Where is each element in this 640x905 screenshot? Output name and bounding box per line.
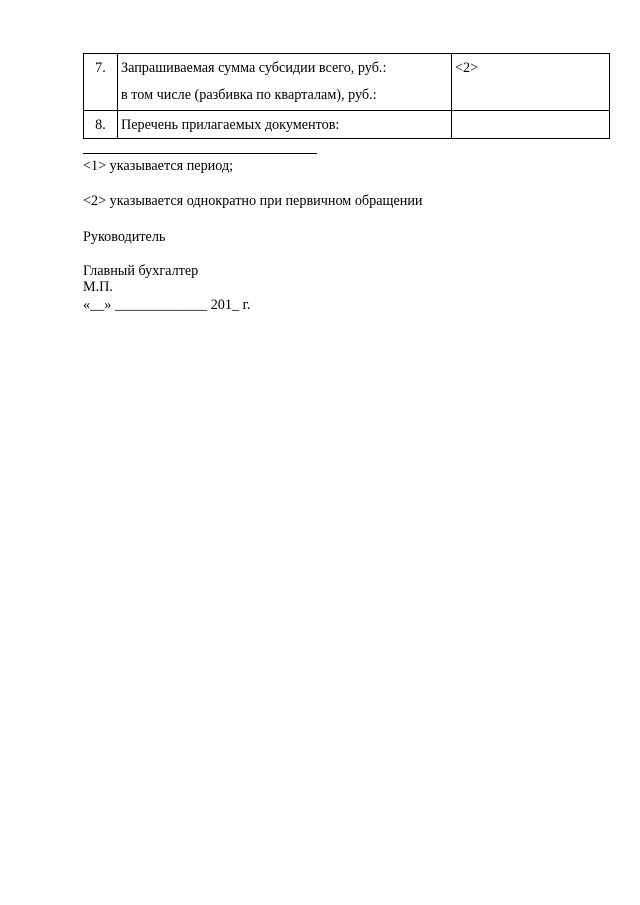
row-number-cell (84, 54, 118, 111)
footnote-2: <2> указывается однократно при первичном обращении (83, 193, 423, 209)
chief-accountant-signature-label: Главный бухгалтер (83, 263, 199, 279)
row-value-cell (452, 54, 610, 111)
subsidy-total-label: Запрашиваемая сумма субсидии всего, руб.: (121, 60, 387, 76)
row-number: 8. (95, 117, 106, 133)
table-row (84, 111, 610, 139)
row-number: 7. (95, 60, 106, 76)
footnote-separator (83, 153, 317, 154)
documents-list-label: Перечень прилагаемых документов: (121, 117, 340, 133)
table-row (84, 54, 610, 111)
date-line: «__» _____________ 201_ г. (83, 297, 251, 313)
stamp-placeholder: М.П. (83, 279, 113, 295)
subsidy-quarterly-label: в том числе (разбивка по кварталам), руб.: (121, 87, 377, 103)
row-value: <2> (455, 60, 479, 76)
footnote-1: <1> указывается период; (83, 158, 234, 174)
row-description-cell (118, 54, 452, 111)
row-value-cell (452, 111, 610, 139)
row-number-cell (84, 111, 118, 139)
application-table (83, 53, 610, 139)
row-description-cell (118, 111, 452, 139)
head-signature-label: Руководитель (83, 229, 166, 245)
